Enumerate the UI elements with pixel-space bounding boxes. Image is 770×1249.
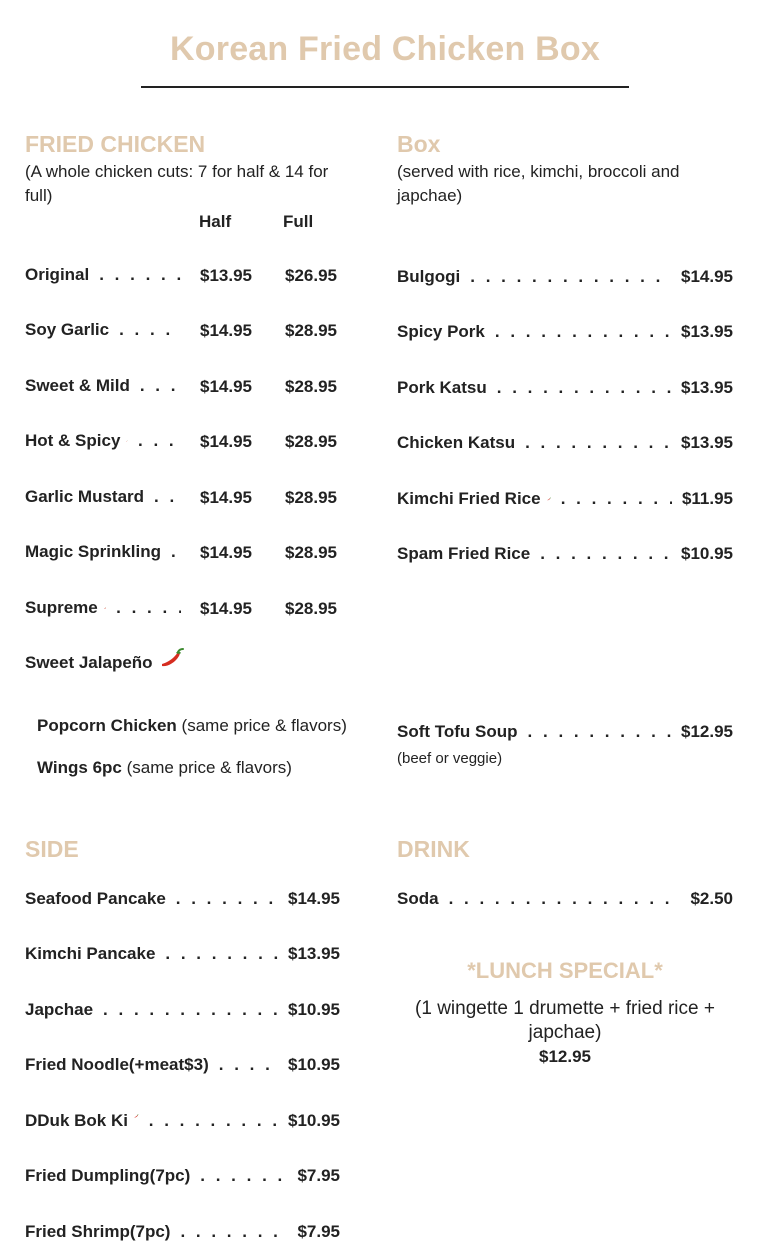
full-price: $28.95 bbox=[285, 377, 337, 396]
item-name: Bulgogi bbox=[397, 267, 461, 286]
menu-item bbox=[25, 942, 340, 966]
item-name: Hot & Spicy bbox=[25, 431, 121, 450]
dot-leader bbox=[219, 1055, 278, 1075]
drink-heading: DRINK bbox=[397, 836, 470, 862]
dot-leader bbox=[497, 378, 671, 398]
item-price: $10.95 bbox=[288, 1111, 340, 1130]
dot-leader bbox=[116, 598, 181, 618]
dot-leader bbox=[449, 889, 681, 909]
full-price: $28.95 bbox=[285, 321, 337, 340]
item-price: $13.95 bbox=[681, 378, 733, 397]
item-note: (same price & flavors) bbox=[126, 758, 292, 777]
item-name: Supreme bbox=[25, 598, 98, 617]
item-name: Fried Shrimp(7pc) bbox=[25, 1222, 171, 1241]
side-heading: SIDE bbox=[25, 836, 79, 862]
half-price: $13.95 bbox=[200, 266, 252, 285]
half-column-header: Half bbox=[199, 212, 232, 231]
dot-leader bbox=[171, 542, 181, 562]
box-heading: Box bbox=[397, 131, 441, 157]
item-name: Chicken Katsu bbox=[397, 433, 516, 452]
half-price: $14.95 bbox=[200, 599, 252, 618]
lunch-special-description: (1 wingette 1 drumette + fried rice + japchae) bbox=[415, 998, 715, 1043]
item-name: Wings 6pc bbox=[37, 758, 122, 777]
item-price: $13.95 bbox=[681, 433, 733, 452]
item-name: Spicy Pork bbox=[397, 322, 485, 341]
dot-leader bbox=[138, 431, 181, 451]
wings-item bbox=[37, 758, 292, 778]
full-price: $28.95 bbox=[285, 432, 337, 451]
item-name: Sweet Jalapeño bbox=[25, 653, 153, 672]
lunch-special-price: $12.95 bbox=[539, 1047, 591, 1066]
dot-leader bbox=[176, 889, 278, 909]
dot-leader bbox=[103, 1000, 278, 1020]
dot-leader bbox=[180, 1222, 287, 1242]
popcorn-chicken-item bbox=[37, 716, 347, 736]
item-price: $2.50 bbox=[690, 889, 733, 908]
menu-item bbox=[397, 887, 733, 911]
dot-leader bbox=[99, 265, 181, 285]
item-name: Fried Noodle(+meat$3) bbox=[25, 1055, 209, 1074]
half-price: $14.95 bbox=[200, 432, 252, 451]
full-price: $28.95 bbox=[285, 543, 337, 562]
menu-title: Korean Fried Chicken Box bbox=[170, 30, 600, 68]
menu-item bbox=[25, 318, 191, 342]
item-name: DDuk Bok Ki bbox=[25, 1111, 128, 1130]
item-name: Popcorn Chicken bbox=[37, 716, 177, 735]
menu-item bbox=[25, 485, 191, 509]
dot-leader bbox=[140, 376, 181, 396]
item-price: $14.95 bbox=[288, 889, 340, 908]
item-name: Magic Sprinkling bbox=[25, 542, 162, 561]
chili-pepper-icon bbox=[547, 488, 551, 510]
title-underline bbox=[141, 86, 629, 88]
full-price: $28.95 bbox=[285, 488, 337, 507]
half-price: $14.95 bbox=[200, 543, 252, 562]
item-name: Fried Dumpling(7pc) bbox=[25, 1166, 191, 1185]
item-name: Soy Garlic bbox=[25, 320, 110, 339]
dot-leader bbox=[149, 1111, 278, 1131]
menu-item bbox=[397, 265, 733, 289]
fried-chicken-heading: FRIED CHICKEN bbox=[25, 131, 206, 157]
menu-item bbox=[25, 429, 191, 453]
menu-item bbox=[25, 374, 191, 398]
item-name: Kimchi Pancake bbox=[25, 944, 156, 963]
menu-item bbox=[25, 1053, 340, 1077]
full-price: $26.95 bbox=[285, 266, 337, 285]
half-price: $14.95 bbox=[200, 488, 252, 507]
menu-item bbox=[25, 1164, 340, 1188]
menu-item bbox=[25, 263, 191, 287]
dot-leader bbox=[525, 433, 671, 453]
menu-item bbox=[25, 540, 191, 564]
dot-leader bbox=[154, 487, 181, 507]
dot-leader bbox=[200, 1166, 287, 1186]
dot-leader bbox=[470, 267, 671, 287]
item-price: $10.95 bbox=[288, 1000, 340, 1019]
item-price: $11.95 bbox=[681, 489, 733, 508]
item-name: Original bbox=[25, 265, 90, 284]
full-column-header: Full bbox=[283, 212, 314, 231]
dot-leader bbox=[540, 544, 671, 564]
chili-pepper-icon bbox=[159, 647, 185, 669]
item-price: $7.95 bbox=[297, 1166, 340, 1185]
dot-leader bbox=[495, 322, 671, 342]
item-price: $10.95 bbox=[288, 1055, 340, 1074]
chili-pepper-icon bbox=[134, 1105, 139, 1127]
menu-item bbox=[25, 651, 225, 675]
menu-item bbox=[25, 998, 340, 1022]
item-price: $7.95 bbox=[297, 1222, 340, 1241]
item-note: (same price & flavors) bbox=[181, 716, 347, 735]
menu-item bbox=[397, 720, 733, 744]
menu-item bbox=[25, 596, 191, 620]
dot-leader bbox=[528, 722, 671, 742]
soup-note: (beef or veggie) bbox=[397, 750, 503, 767]
menu-item bbox=[397, 487, 733, 511]
item-name: Garlic Mustard bbox=[25, 487, 145, 506]
item-name: Kimchi Fried Rice bbox=[397, 489, 541, 508]
dot-leader bbox=[165, 944, 278, 964]
item-name: Soft Tofu Soup bbox=[397, 722, 518, 741]
menu-item bbox=[397, 376, 733, 400]
item-name: Japchae bbox=[25, 1000, 94, 1019]
item-price: $13.95 bbox=[288, 944, 340, 963]
dot-leader bbox=[561, 489, 672, 509]
menu-item bbox=[397, 431, 733, 455]
item-name: Seafood Pancake bbox=[25, 889, 166, 908]
chili-pepper-icon bbox=[126, 430, 128, 452]
menu-item bbox=[25, 1220, 340, 1244]
item-name: Soda bbox=[397, 889, 439, 908]
full-price: $28.95 bbox=[285, 599, 337, 618]
item-price: $10.95 bbox=[681, 544, 733, 563]
item-price: $14.95 bbox=[681, 267, 733, 286]
menu-item bbox=[397, 542, 733, 566]
box-note: (served with rice, kimchi, broccoli and japchae) bbox=[397, 162, 680, 205]
menu-item bbox=[397, 320, 733, 344]
half-price: $14.95 bbox=[200, 321, 252, 340]
item-name: Pork Katsu bbox=[397, 378, 487, 397]
half-price: $14.95 bbox=[200, 377, 252, 396]
item-name: Sweet & Mild bbox=[25, 376, 130, 395]
menu-item bbox=[25, 887, 340, 911]
menu-item bbox=[25, 1109, 340, 1133]
dot-leader bbox=[119, 320, 181, 340]
item-name: Spam Fried Rice bbox=[397, 544, 531, 563]
chili-pepper-icon bbox=[104, 597, 106, 619]
item-price: $13.95 bbox=[681, 322, 733, 341]
fried-chicken-note: (A whole chicken cuts: 7 for half & 14 for full) bbox=[25, 162, 329, 205]
lunch-special-title: *LUNCH SPECIAL* bbox=[467, 958, 663, 983]
item-price: $12.95 bbox=[681, 722, 733, 741]
